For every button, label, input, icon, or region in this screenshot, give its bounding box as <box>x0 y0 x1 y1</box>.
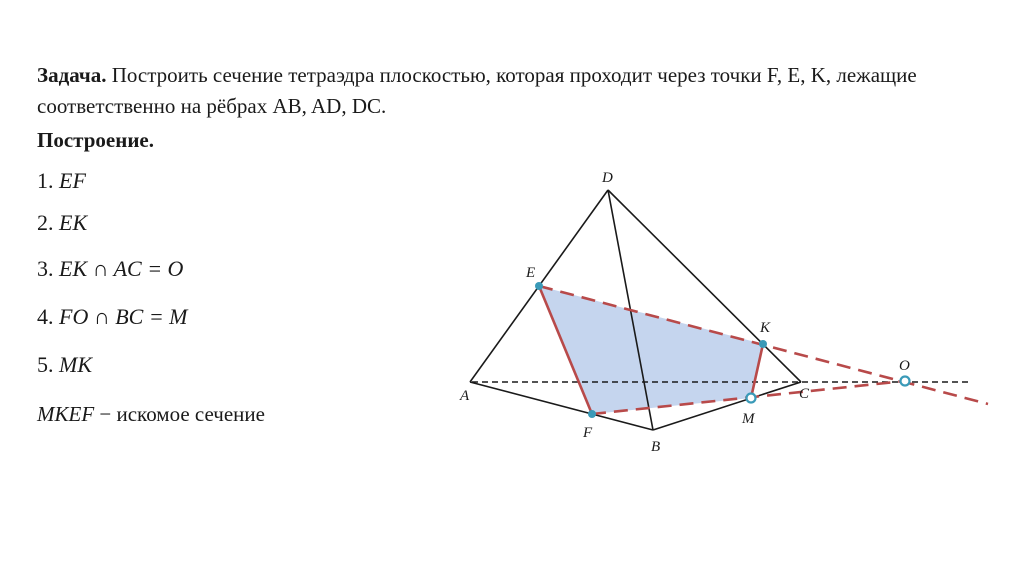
step-number: 5. <box>37 352 59 377</box>
construction-heading: Построение. <box>37 128 154 152</box>
step-text: EK ∩ AC = O <box>59 256 184 281</box>
step-number: 4. <box>37 304 59 329</box>
step-number: 3. <box>37 256 59 281</box>
label-k: K <box>760 320 771 336</box>
step-text: EF <box>59 168 86 193</box>
label-c: C <box>799 386 810 402</box>
label-m: M <box>742 411 755 427</box>
point-m <box>747 394 756 403</box>
step-text: FO ∩ BC = M <box>59 304 188 329</box>
label-d: D <box>602 170 613 186</box>
step-text: MK <box>59 352 92 377</box>
step-text: EK <box>59 210 88 235</box>
step-number: 1. <box>37 168 59 193</box>
result-math: MKEF <box>37 402 95 426</box>
step-number: 2. <box>37 210 59 235</box>
label-f: F <box>583 425 593 441</box>
point-o <box>901 377 910 386</box>
label-b: B <box>651 439 661 455</box>
label-e: E <box>526 265 536 281</box>
label-o: O <box>899 358 910 374</box>
point-e <box>535 282 543 290</box>
task-label: Задача. <box>37 63 107 87</box>
point-k <box>759 340 767 348</box>
point-f <box>588 410 596 418</box>
task-text: Построить сечение тетраэдра плоскостью, которая проходит через точки F, E, K, лежащие соответственно на рёбрах AB, AD, DC. <box>37 63 917 118</box>
section-polygon <box>539 286 763 414</box>
result-text: − искомое сечение <box>94 402 265 426</box>
label-a: A <box>460 388 470 404</box>
